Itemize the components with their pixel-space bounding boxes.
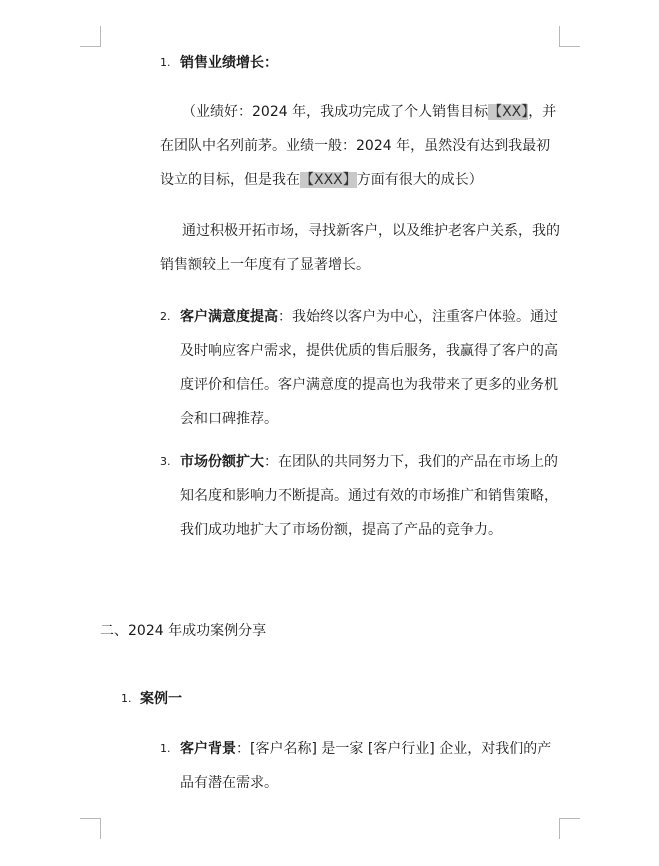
case-title: 案例一 [140, 691, 182, 707]
item2-paragraph [180, 300, 562, 436]
list-number-2: 2. [160, 310, 171, 323]
item4-text: ：[客户名称] 是一家 [客户行业] 企业，对我们的产品有潜在需求。 [180, 741, 552, 791]
item2-text: ：我始终以客户为中心，注重客户体验。通过及时响应客户需求，提供优质的售后服务，我赢得了客户的高度评价和信任。客户满意度的提高也为我带来了更多的业务机会和口碑推荐。 [180, 309, 558, 427]
para2-text: 通过积极开拓市场，寻找新客户，以及维护老客户关系，我的销售额较上一年度有了显著增长。 [160, 223, 560, 273]
crop-mark-top-right [559, 26, 580, 47]
performance-paragraph [160, 95, 562, 197]
item3-text: ：在团队的共同努力下，我们的产品在市场上的知名度和影响力不断提高。通过有效的市场推广和销售策略，我们成功地扩大了市场份额，提高了产品的竞争力。 [180, 454, 558, 538]
crop-mark-bottom-right [559, 818, 580, 839]
item2-title: 客户满意度提高 [180, 309, 278, 325]
placeholder-mark-xxx: 【XXX】 [300, 172, 357, 188]
item3-title: 市场份额扩大 [180, 454, 264, 470]
item4-title: 客户背景 [180, 741, 236, 757]
item1-title: 销售业绩增长： [180, 55, 278, 71]
crop-mark-bottom-left [80, 818, 101, 839]
item3-paragraph [180, 445, 562, 547]
list-number-4: 1. [160, 742, 171, 755]
case-number: 1. [121, 692, 132, 705]
para1-middle: ，并在团队中名列前茅。业绩一般：2024 年，虽然没有达到我最初设立的目标，但是我在 [160, 104, 557, 188]
crop-mark-top-left [80, 26, 101, 47]
para1-prefix: （业绩好：2024 年，我成功完成了个人销售目标 [182, 104, 489, 120]
para1-suffix: 方面有很大的成长） [356, 172, 483, 188]
list-number-1: 1. [160, 56, 171, 69]
growth-paragraph [160, 214, 562, 282]
list-number-3: 3. [160, 455, 171, 468]
item4-paragraph [180, 732, 562, 800]
section-heading: 二、2024 年成功案例分享 [100, 623, 267, 639]
placeholder-mark-xx: 【XX】 [488, 104, 529, 120]
